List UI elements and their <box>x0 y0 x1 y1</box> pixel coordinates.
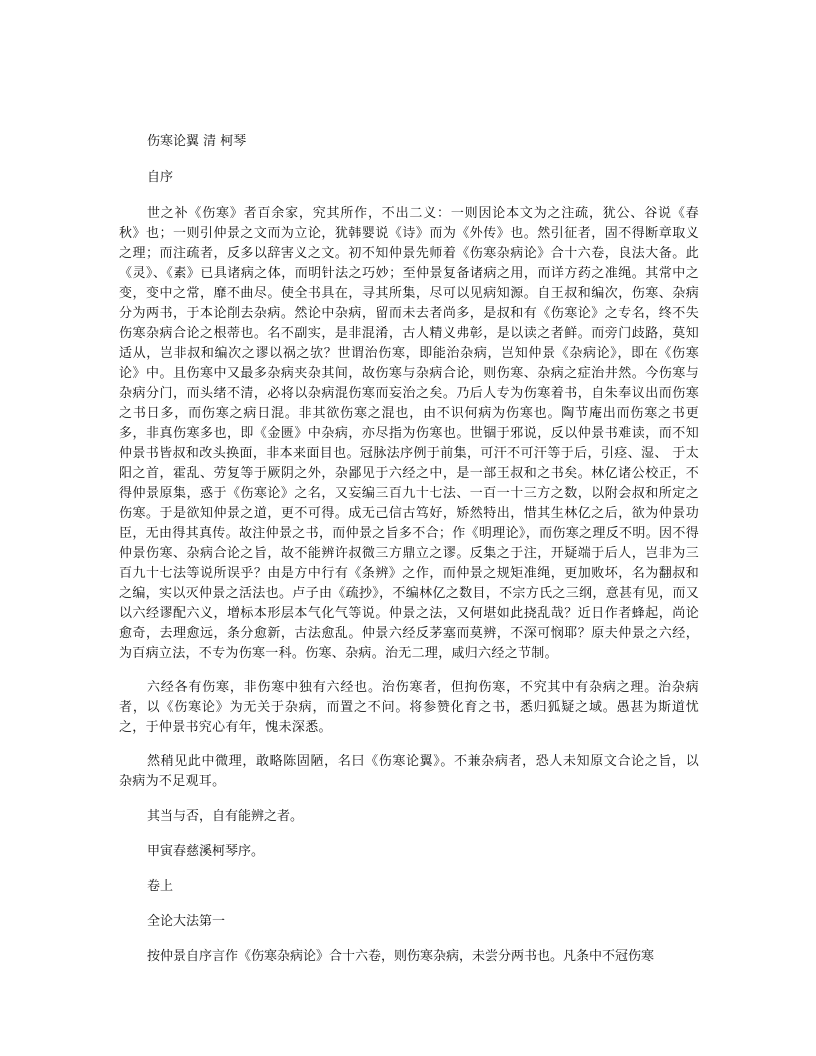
volume-heading: 卷上 <box>147 879 174 894</box>
paragraph-3: 然稍见此中微理，敢略陈固陋，名曰《伤寒论翼》。不兼杂病者，恐人未知原文合论之旨，以杂病为不足观耳。 <box>119 754 699 789</box>
paragraph-1: 世之补《伤寒》者百余家，究其所作，不出二义：一则因论本文为之注疏，犹公、谷说《春秋》也；一则引仲景之文而为立论，犹韩婴说《诗》而为《外传》也。然引征者，固不得断章取义之理；而注疏者，反多以辞害义之文。初不知仲景先师着《伤寒杂病论》合十六卷，良法大备。此《灵》、《素》已具诸病之体，而明针法之巧妙；至仲景复备诸病之用，而详方药之准绳。其常中之变，变中之常，靡不曲尽。使全书具在，寻其所集，尽可以见病知源。自王叔和编次，伤寒、杂病分为两书，于本论削去杂病。然论中杂病，留而未去者尚多，是叔和有《伤寒论》之专名，终不失伤寒杂病合论之根蒂也。名不副实，是非混淆，古人精义弗彰，是以读之者鲜。而旁门歧路，莫知适从，岂非叔和编次之谬以祸之欤？世谓治伤寒，即能治杂病，岂知仲景《杂病论》，即在《伤寒论》中。且伤寒中又最多杂病夹杂其间，故伤寒与杂病合论，则伤寒、杂病之症治井然。今伤寒与杂病分门，而头绪不清，必将以杂病混伤寒而妄治之矣。乃后人专为伤寒着书，自朱奉议出而伤寒之书日多，而伤寒之病日混。非其欲伤寒之混也，由不识何病为伤寒也。陶节庵出而伤寒之书更多，非真伤寒多也，即《金匮》中杂病，亦尽指为伤寒也。世锢于邪说，反以仲景书难读，而不知仲景书皆叔和改头换面，非本来面目也。冠脉法序例于前集，可汗不可汗等于后，引痉、湿、 于太阳之首，霍乱、劳复等于厥阴之外，杂鄙见于六经之中，是一部王叔和之书矣。林亿诸公校正，不得仲景原集，惑于《伤寒论》之名，又妄编三百九十七法、一百一十三方之数，以附会叔和所定之伤寒。于是欲知仲景之道，更不可得。成无己信古笃好，矫然特出，惜其生林亿之后，欲为仲景功臣，无由得其真传。故注仲景之书，而仲景之旨多不合；作《明理论》，而伤寒之理反不明。因不得仲景伤寒、杂病合论之旨，故不能辨许叔微三方鼎立之谬。反集之于注，开疑端于后人，岂非为三百九十七法等说所误乎？由是方中行有《条辨》之作，而仲景之规矩准绳，更加败坏，名为翻叔和之编，实以灭仲景之活法也。卢子由《疏抄》，不编林亿之数目，不宗方氏之三纲，意甚有见，而又以六经谬配六义，增标本形层本气化气等说。仲景之法，又何堪如此挠乱哉？近日作者蜂起，尚论愈奇，去理愈远，条分愈新，古法愈乱。仲景六经反茅塞而莫辨，不深可悯耶？原夫仲景之六经，为百病立法，不专为伤寒一科。伤寒、杂病。治无二理，咸归六经之节制。 <box>119 206 699 661</box>
chapter-heading: 全论大法第一 <box>147 914 226 929</box>
closing-remark: 其当与否，自有能辨之者。 <box>147 809 304 824</box>
document-page <box>119 132 699 967</box>
signature-line: 甲寅春慈溪柯琴序。 <box>147 844 265 859</box>
preface-heading: 自序 <box>147 170 174 185</box>
paragraph-2: 六经各有伤寒，非伤寒中独有六经也。治伤寒者，但拘伤寒，不究其中有杂病之理。治杂病者，以《伤寒论》为无关于杂病，而置之不问。将参赞化育之书，悉归狐疑之域。愚甚为斯道忧之，于仲景书究心有年，愧未深悉。 <box>119 680 699 735</box>
body-last-line: 按仲景自序言作《伤寒杂病论》合十六卷，则伤寒杂病，未尝分两书也。凡条中不冠伤寒 <box>147 949 655 964</box>
document-title-line: 伤寒论翼 清 柯琴 <box>147 134 247 149</box>
